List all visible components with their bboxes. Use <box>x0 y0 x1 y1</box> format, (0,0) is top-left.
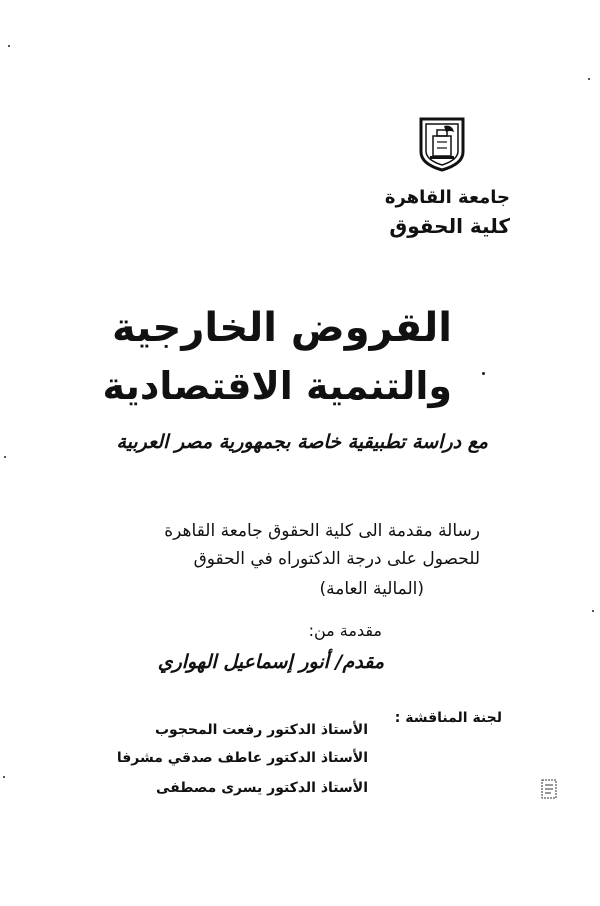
scan-speck <box>588 78 590 80</box>
title-line-1: القروض الخارجية <box>111 305 452 351</box>
thesis-line-1: رسالة مقدمة الى كلية الحقوق جامعة القاهرة <box>164 521 480 541</box>
committee-member: الأستاذ الدكتور يسرى مصطفى <box>156 780 368 796</box>
subtitle: مع دراسة تطبيقية خاصة بجمهورية مصر العربية <box>116 431 488 453</box>
library-stamp-icon <box>540 778 558 800</box>
presented-by-label: مقدمة من: <box>308 621 382 640</box>
committee-label: لجنة المناقشة : <box>394 710 502 726</box>
university-crest-icon <box>418 116 466 172</box>
scan-speck <box>592 610 594 612</box>
thesis-line-3: (المالية العامة) <box>319 579 424 599</box>
university-name: جامعة القاهرة <box>384 187 510 208</box>
faculty-name: كلية الحقوق <box>389 214 510 238</box>
committee-member: الأستاذ الدكتور عاطف صدقي مشرفا <box>116 750 368 766</box>
scan-speck <box>4 456 6 458</box>
scan-speck <box>8 45 10 47</box>
author-name: مقدم/ أنور إسماعيل الهواري <box>157 651 384 673</box>
committee-member: الأستاذ الدكتور رفعت المحجوب <box>154 722 368 738</box>
scan-speck <box>482 372 485 375</box>
title-line-2: والتنمية الاقتصادية <box>102 364 452 408</box>
thesis-line-2: للحصول على درجة الدكتوراه في الحقوق <box>193 549 480 569</box>
scan-speck <box>3 776 5 778</box>
